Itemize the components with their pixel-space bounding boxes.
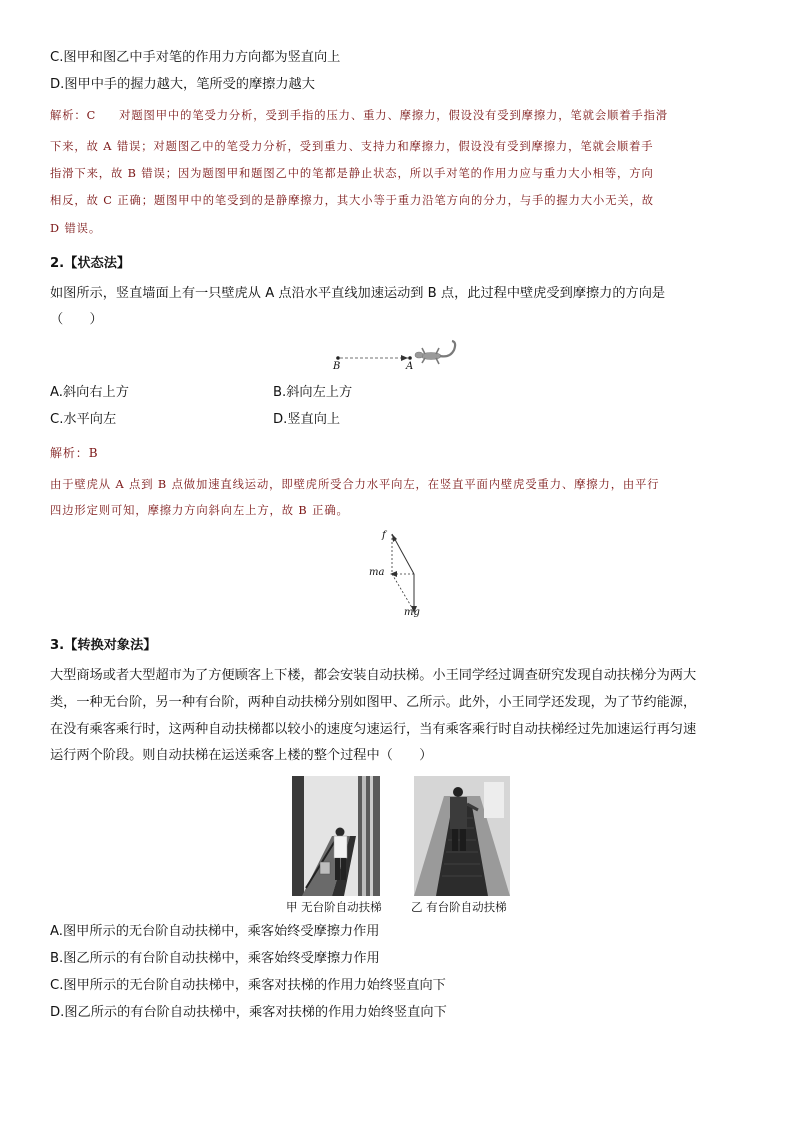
force-label-f: f	[382, 530, 386, 541]
q1-analysis-line: 指滑下来，故 B 错误；因为题图甲和题图乙中的笔都是静止状态，所以手对笔的作用力应与重力大小相等，方向	[50, 167, 654, 180]
q2-analysis-line: 由于壁虎从 A 点到 B 点做加速直线运动，即壁虎所受合力水平向左，在竖直平面内壁虎受重力、摩擦力，由平行	[50, 478, 660, 491]
q1-analysis-line: 对题图甲中的笔受力分析，受到手指的压力、重力、摩擦力，假设没有受到摩擦力，笔就会顺着手指滑	[119, 109, 669, 122]
point-b-label: B	[333, 361, 341, 372]
q1-option-d: D.图甲中手的握力越大，笔所受的摩擦力越大	[50, 77, 315, 92]
q2-stem-line: 如图所示，竖直墙面上有一只壁虎从 A 点沿水平直线加速运动到 B 点，此过程中壁虎受到摩擦力的方向是	[50, 286, 666, 301]
q3-option-a: A.图甲所示的无台阶自动扶梯中，乘客始终受摩擦力作用	[50, 924, 380, 939]
ma-arrow-head	[390, 571, 397, 577]
q1-option-c: C.图甲和图乙中手对笔的作用力方向都为竖直向上	[50, 50, 341, 65]
q2-heading: 2.【状态法】	[50, 256, 131, 271]
q1-analysis-line: 下来，故 A 错误；对题图乙中的笔受力分析，受到重力、支持力和摩擦力，假设没有受到摩擦力，笔就会顺着手	[50, 140, 654, 153]
q3-option-b: B.图乙所示的有台阶自动扶梯中，乘客始终受摩擦力作用	[50, 951, 380, 966]
q2-option-a: A.斜向右上方	[50, 385, 129, 400]
gecko-figure	[328, 336, 468, 376]
gecko-icon	[415, 341, 455, 364]
force-label-ma: ma	[369, 567, 385, 578]
q2-option-c: C.水平向左	[50, 412, 117, 427]
caption-yi: 乙 有台阶自动扶梯	[411, 900, 507, 914]
q3-heading: 3.【转换对象法】	[50, 638, 157, 653]
q3-stem-line: 大型商场或者大型超市为了方便顾客上下楼，都会安装自动扶梯。小王同学经过调查研究发现自动扶梯分为两大	[50, 668, 697, 683]
point-a-dot	[408, 356, 412, 360]
q1-analysis-line: 相反，故 C 正确；题图甲中的笔受到的是静摩擦力，其大小等于重力沿笔方向的分力，与手的握力大小无关，故	[50, 194, 654, 207]
point-a-label: A	[406, 361, 414, 372]
photo-escalator-jia	[292, 776, 380, 896]
q3-option-d: D.图乙所示的有台阶自动扶梯中，乘客对扶梯的作用力始终竖直向下	[50, 1005, 447, 1020]
caption-jia: 甲 无台阶自动扶梯	[286, 900, 382, 914]
q2-answer: 解析：B	[50, 446, 99, 460]
q1-analysis-line: D 错误。	[50, 222, 102, 235]
force-label-mg: mg	[404, 607, 420, 618]
q2-option-d: D.竖直向上	[273, 412, 341, 427]
q3-stem-line: 在没有乘客乘行时，这两种自动扶梯都以较小的速度匀速运行，当有乘客乘行时自动扶梯经过先加速运行再匀速	[50, 722, 697, 737]
q2-option-b: B.斜向左上方	[273, 385, 353, 400]
q1-analysis-label: 解析：C	[50, 109, 97, 122]
q3-option-c: C.图甲所示的无台阶自动扶梯中，乘客对扶梯的作用力始终竖直向下	[50, 978, 446, 993]
q2-stem-line: （ ）	[50, 312, 103, 327]
photo-escalator-yi	[414, 776, 510, 896]
q3-stem-line: 运行两个阶段。则自动扶梯在运送乘客上楼的整个过程中（ ）	[50, 748, 433, 763]
q2-analysis-line: 四边形定则可知，摩擦力方向斜向左上方，故 B 正确。	[50, 504, 349, 517]
point-b-dot	[336, 356, 340, 360]
gecko-diagram	[328, 336, 468, 376]
q3-stem-line: 类，一种无台阶，另一种有台阶，两种自动扶梯分别如图甲、乙所示。此外，小王同学还发现，为了节约能源，	[50, 695, 697, 710]
diagonal-dashed	[392, 574, 414, 611]
